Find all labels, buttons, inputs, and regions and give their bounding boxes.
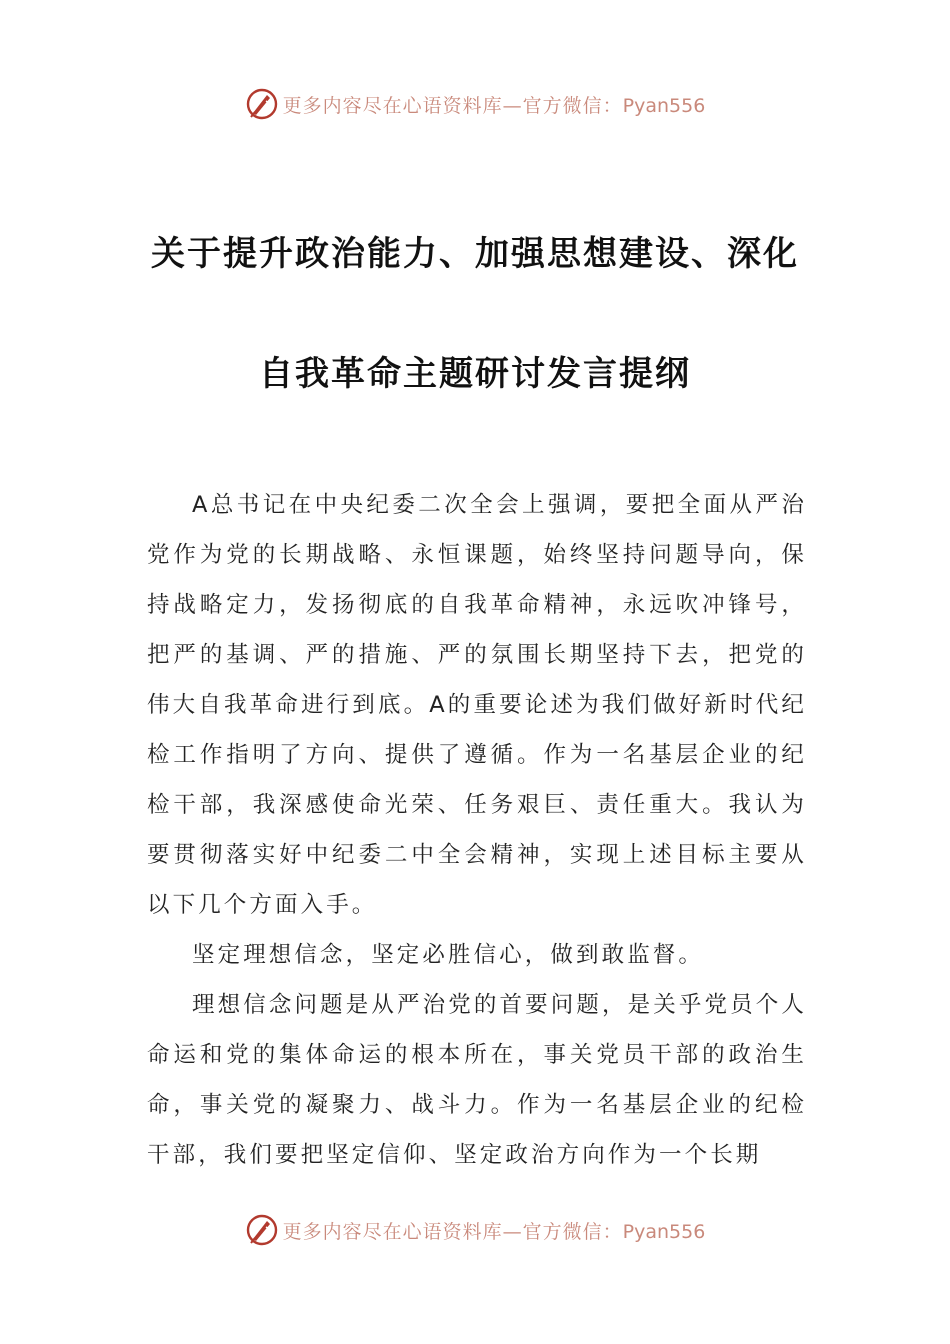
- header-watermark: [0, 84, 950, 124]
- quill-logo-icon: [245, 1213, 279, 1247]
- watermark-wechat-id: Pyan556: [622, 1220, 706, 1243]
- footer-watermark: [0, 1210, 950, 1250]
- document-title-line-2: 自我革命主题研讨发言提纲: [259, 354, 691, 394]
- paragraph: 理想信念问题是从严治党的首要问题，是关乎党员个人命运和党的集体命运的根本所在，事关党员干部的政治生命，事关党的凝聚力、战斗力。作为一名基层企业的纪检干部，我们要把坚定信仰、坚定政治方向作为一个长期: [147, 992, 807, 1168]
- document-title-line-1: 关于提升政治能力、加强思想建设、深化: [151, 234, 799, 274]
- watermark-text: 更多内容尽在心语资料库—官方微信：Pyan556: [282, 1220, 706, 1243]
- quill-logo-icon: [245, 87, 279, 121]
- section-heading: 坚定理想信念，坚定必胜信心，做到敢监督。: [192, 942, 705, 968]
- document-body: [147, 480, 807, 1180]
- paragraph: A总书记在中央纪委二次全会上强调，要把全面从严治党作为党的长期战略、永恒课题，始终坚持问题导向，保持战略定力，发扬彻底的自我革命精神，永远吹冲锋号，把严的基调、严的措施、严的氛围长期坚持下去，把党的伟大自我革命进行到底。A的重要论述为我们做好新时代纪检工作指明了方向、提供了遵循。作为一名基层企业的纪检干部，我深感使命光荣、任务艰巨、责任重大。我认为要贯彻落实好中纪委二中全会精神，实现上述目标主要从以下几个方面入手。: [147, 492, 807, 918]
- watermark-wechat-id: Pyan556: [622, 94, 706, 117]
- watermark-text: 更多内容尽在心语资料库—官方微信：Pyan556: [282, 94, 706, 117]
